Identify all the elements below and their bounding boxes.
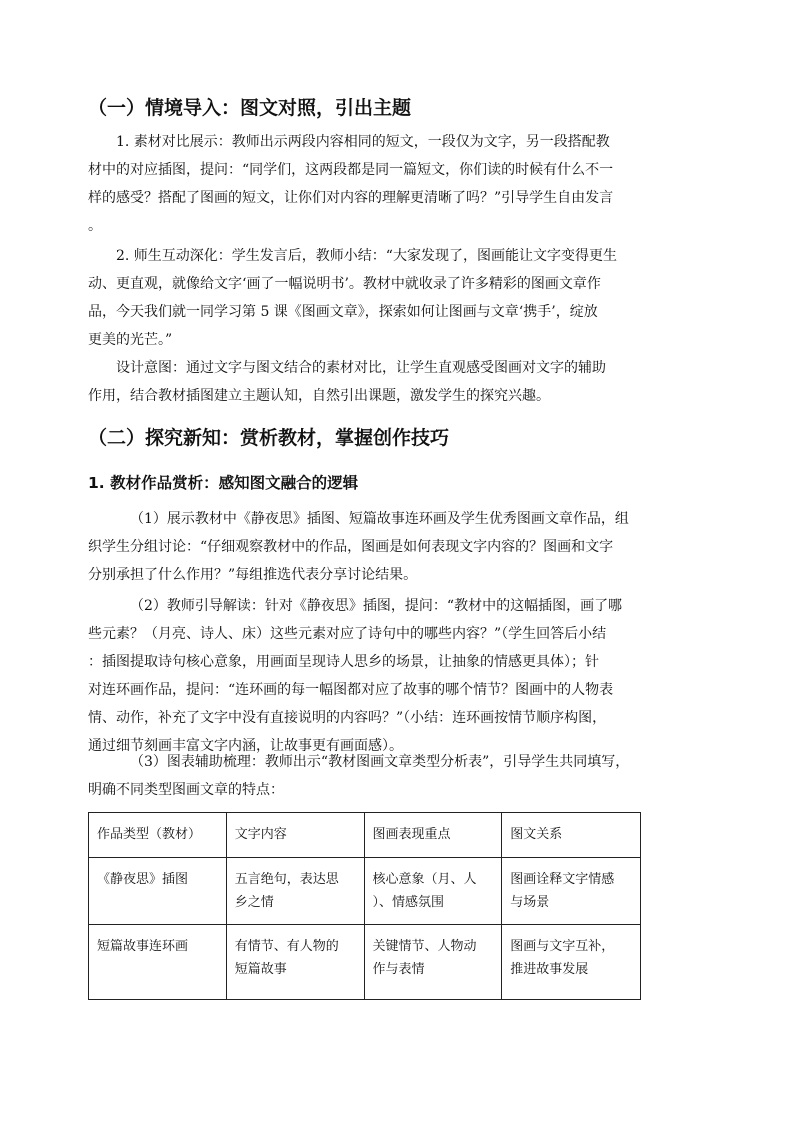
text-line: 设计意图：通过文字与图文结合的素材对比，让学生直观感受图画对文字的辅助: [116, 360, 606, 376]
section1-design-intent: [88, 354, 700, 410]
text-line: 。: [88, 218, 102, 234]
text-line: （3）图表辅助梳理：教师出示“教材图画文章类型分析表”，引导学生共同填写，: [130, 754, 630, 770]
table-header-cell: [502, 813, 641, 858]
section2-paragraph-2: [88, 592, 700, 760]
text-line: 织学生分组讨论：“仔细观察教材中的作品，图画是如何表现文字内容的？图画和文字: [88, 539, 614, 555]
table-cell: [364, 858, 502, 925]
cell-text: 图文关系: [510, 827, 563, 842]
section2-paragraph-1: [88, 505, 700, 589]
text-line: （2）教师引导解读：针对《静夜思》插图，提问：“教材中的这幅插图，画了哪: [130, 598, 623, 614]
cell-text: 五言绝句，表达思: [234, 872, 339, 887]
section1-paragraph-2: [88, 242, 700, 354]
text-line: 动、更直观，就像给文字‘画了一幅说明书’。教材中就收录了许多精彩的图画文章作: [88, 276, 601, 292]
table-row: [89, 925, 641, 1000]
cell-text: 核心意象（月、人: [372, 872, 477, 887]
cell-text: 乡之情: [234, 895, 274, 910]
table-header-cell: [364, 813, 502, 858]
text-line: 1. 素材对比展示：教师出示两段内容相同的短文，一段仅为文字，另一段搭配教: [116, 134, 610, 150]
cell-text: 图画表现重点: [372, 827, 451, 842]
table-cell: [502, 858, 641, 925]
table-cell: [89, 858, 227, 925]
cell-text: 关键情节、人物动: [372, 939, 477, 954]
text-line: 作用，结合教材插图建立主题认知，自然引出课题，激发学生的探究兴趣。: [88, 388, 550, 404]
text-line: 样的感受？搭配了图画的短文，让你们对内容的理解更清晰了吗？”引导学生自由发言: [88, 190, 614, 206]
cell-text: 有情节、有人物的: [234, 939, 339, 954]
text-line: 品，今天我们就一同学习第 5 课《图画文章》，探索如何让图画与文章‘携手’，绽放: [88, 304, 598, 320]
table-header-row: [89, 813, 641, 858]
cell-text: 推进故事发展: [510, 962, 589, 977]
cell-text: 文字内容: [234, 827, 287, 842]
analysis-table: [88, 812, 641, 1000]
table-cell: [226, 858, 364, 925]
section2-heading: （二）探究新知：赏析教材，掌握创作技巧: [88, 427, 450, 449]
text-line: （1）展示教材中《静夜思》插图、短篇故事连环画及学生优秀图画文章作品，组: [130, 511, 629, 527]
cell-text: 短篇故事连环画: [97, 939, 189, 954]
text-line: 些元素？（月亮、诗人、床）这些元素对应了诗句中的哪些内容？”（学生回答后小结: [88, 626, 607, 642]
text-line: 材中的对应插图，提问：“同学们，这两段都是同一篇短文，你们读的时候有什么不一: [88, 162, 614, 178]
text-line: 分别承担了什么作用？”每组推选代表分享讨论结果。: [88, 567, 418, 583]
table-header-cell: [89, 813, 227, 858]
text-line: 2. 师生互动深化：学生发言后，教师小结：“大家发现了，图画能让文字变得更生: [116, 248, 617, 264]
text-line: 通过细节刻画丰富文字内涵，让故事更有画面感）。: [88, 738, 403, 754]
cell-text: 作品类型（教材）: [97, 827, 202, 842]
cell-text: 图画诠释文字情感: [510, 872, 615, 887]
cell-text: 与场景: [510, 895, 550, 910]
text-line: ：插图提取诗句核心意象，用画面呈现诗人思乡的场景，让抽象的情感更具体）；针: [88, 654, 599, 670]
cell-text: 短篇故事: [234, 962, 287, 977]
text-line: 更美的光芒。”: [88, 332, 173, 348]
table-cell: [502, 925, 641, 1000]
cell-text: 图画与文字互补，: [510, 939, 615, 954]
table-cell: [364, 925, 502, 1000]
section1-paragraph-1: [88, 128, 700, 240]
cell-text: ）、情感氛围: [372, 895, 445, 910]
text-line: 明确不同类型图画文章的特点：: [88, 782, 284, 798]
table-header-cell: [226, 813, 364, 858]
cell-text: 作与表情: [372, 962, 425, 977]
table-cell: [89, 925, 227, 1000]
table-row: [89, 858, 641, 925]
cell-text: 《静夜思》插图: [97, 872, 189, 887]
section2-subheading: 1. 教材作品赏析：感知图文融合的逻辑: [88, 474, 359, 492]
section2-paragraph-3: [88, 748, 700, 804]
text-line: 对连环画作品，提问：“连环画的每一幅图都对应了故事的哪个情节？图画中的人物表: [88, 682, 614, 698]
text-line: 情、动作，补充了文字中没有直接说明的内容吗？”（小结：连环画按情节顺序构图，: [88, 710, 607, 726]
table-cell: [226, 925, 364, 1000]
section1-heading: （一）情境导入：图文对照，引出主题: [88, 97, 412, 119]
